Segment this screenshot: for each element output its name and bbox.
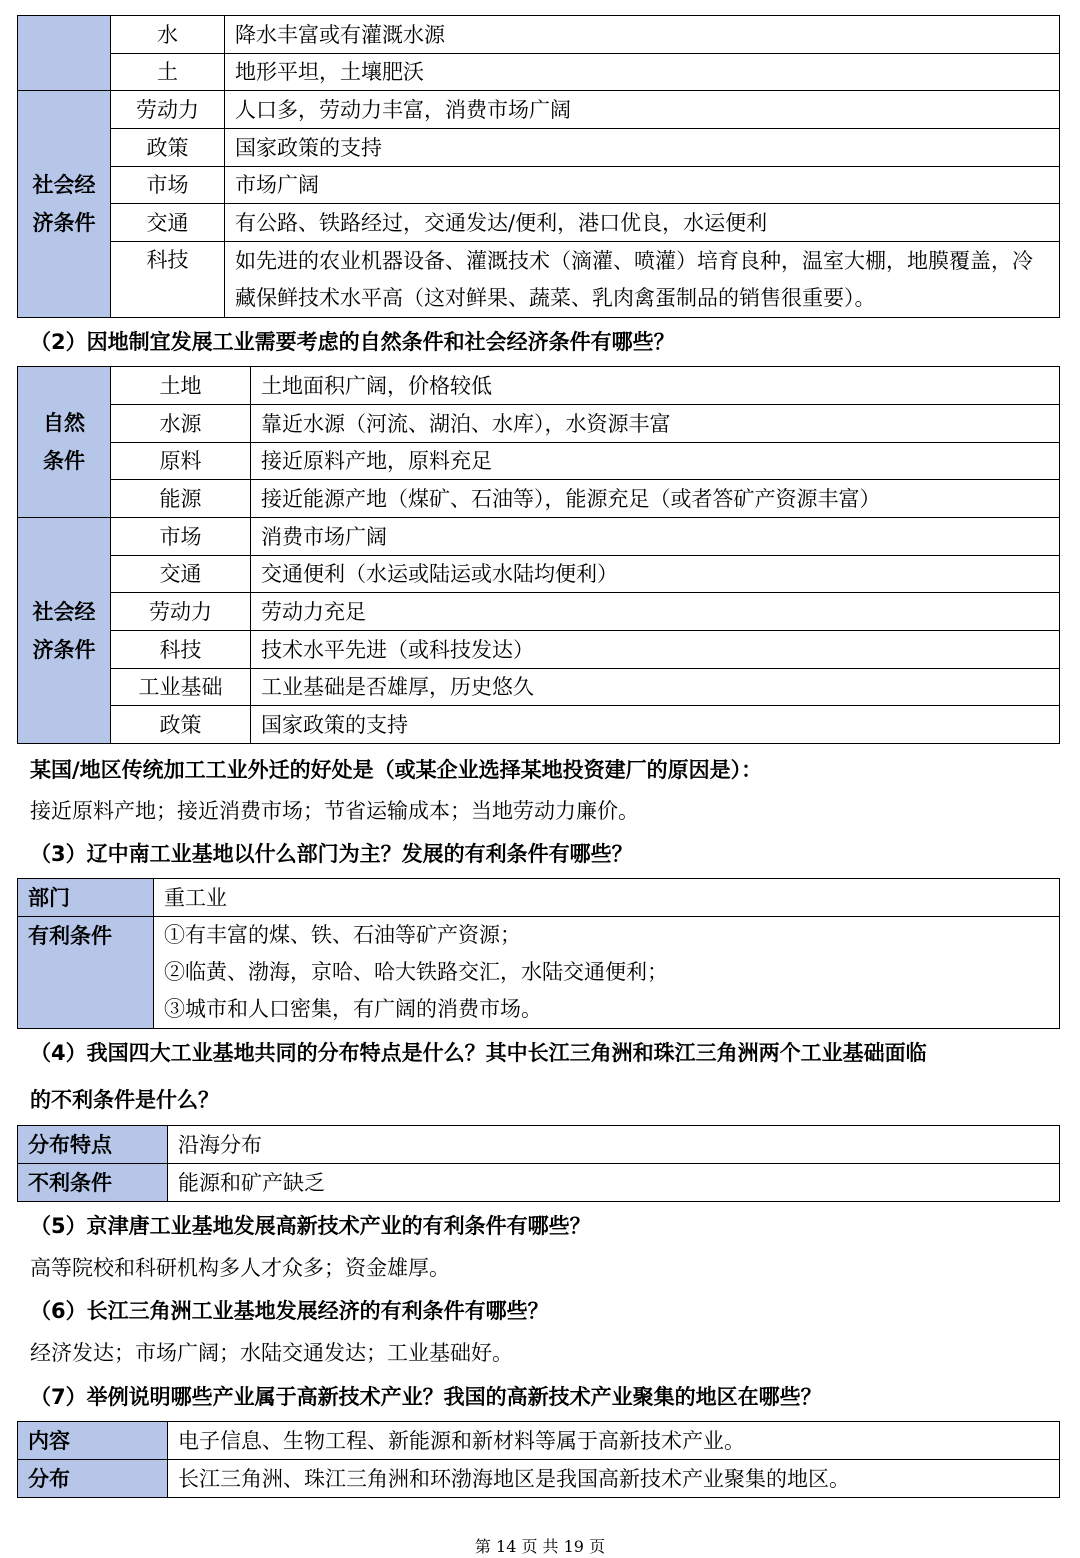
- dept-label-cell: 部门: [18, 879, 154, 917]
- relocation-text: 接近原料产地；接近消费市场；节省运输成本；当地劳动力廉价。: [30, 799, 639, 823]
- question-6-text: 经济发达；市场广阔；水陆交通发达；工业基础好。: [30, 1341, 513, 1365]
- relocation-heading: 某国/地区传统加工工业外迁的好处是（或某企业选择某地投资建厂的原因是）：: [30, 758, 763, 782]
- question-3-heading: （3）辽中南工业基地以什么部门为主？发展的有利条件有哪些？: [30, 842, 633, 866]
- agriculture-conditions-table: [17, 15, 1060, 318]
- desc-cell: 有公路、铁路经过，交通发达/便利，港口优良，水运便利: [225, 204, 1060, 242]
- factor-cell: 工业基础: [111, 669, 251, 706]
- natural-category-cell: [18, 367, 111, 518]
- feature-label-cell: 分布特点: [18, 1126, 168, 1164]
- factor-cell: 土地: [111, 367, 251, 405]
- page-footer: 第 14 页 共 19 页: [474, 1537, 606, 1556]
- desc-cell: 国家政策的支持: [251, 706, 1060, 744]
- category-label: 自然条件: [43, 411, 85, 473]
- social-category-cell: [18, 91, 111, 318]
- desc-cell: 接近原料产地，原料充足: [251, 443, 1060, 480]
- disadvantage-label-cell: 不利条件: [18, 1164, 168, 1202]
- desc-cell: 技术水平先进（或科技发达）: [251, 631, 1060, 669]
- factor-cell: 交通: [111, 556, 251, 593]
- desc-cell: 靠近水源（河流、湖泊、水库），水资源丰富: [251, 405, 1060, 443]
- desc-cell: 降水丰富或有灌溉水源: [225, 16, 1060, 54]
- question-5-heading: （5）京津唐工业基地发展高新技术产业的有利条件有哪些？: [30, 1214, 591, 1238]
- social-category-cell: [18, 518, 111, 744]
- industry-conditions-table: [17, 366, 1060, 744]
- cond-line: ①有丰富的煤、铁、石油等矿产资源；: [164, 923, 521, 947]
- liaozhongnan-table: [17, 878, 1060, 1029]
- cond-line: ②临黄、渤海，京哈、哈大铁路交汇，水陆交通便利；: [164, 960, 668, 984]
- factor-cell: 政策: [111, 706, 251, 744]
- category-label: 社会经济条件: [32, 173, 96, 235]
- distribution-value-cell: 长江三角洲、珠江三角洲和环渤海地区是我国高新技术产业聚集的地区。: [168, 1460, 1060, 1498]
- desc-cell: 如先进的农业机器设备、灌溉技术（滴灌、喷灌）培育良种，温室大棚，地膜覆盖，冷藏保鲜技术水平高（这对鲜果、蔬菜、乳肉禽蛋制品的销售很重要）。: [225, 242, 1060, 318]
- desc-cell: 国家政策的支持: [225, 129, 1060, 167]
- factor-cell: 原料: [111, 443, 251, 480]
- cond-line: ③城市和人口密集，有广阔的消费市场。: [164, 997, 542, 1021]
- factor-cell: 劳动力: [111, 91, 225, 129]
- four-bases-table: [17, 1125, 1060, 1202]
- desc-cell: 市场广阔: [225, 167, 1060, 204]
- disadvantage-value-cell: 能源和矿产缺乏: [168, 1164, 1060, 1202]
- factor-cell: 交通: [111, 204, 225, 242]
- question-6-heading: （6）长江三角洲工业基地发展经济的有利条件有哪些？: [30, 1299, 549, 1323]
- high-tech-table: [17, 1421, 1060, 1498]
- question-4-heading-line1: （4）我国四大工业基地共同的分布特点是什么？其中长江三角洲和珠江三角洲两个工业基础面临: [30, 1041, 927, 1065]
- factor-cell: 能源: [111, 480, 251, 518]
- desc-cell: 接近能源产地（煤矿、石油等），能源充足（或者答矿产资源丰富）: [251, 480, 1060, 518]
- factor-cell: 水: [111, 16, 225, 54]
- factor-cell: 市场: [111, 167, 225, 204]
- factor-cell: 市场: [111, 518, 251, 556]
- desc-cell: 人口多，劳动力丰富，消费市场广阔: [225, 91, 1060, 129]
- factor-cell: 劳动力: [111, 593, 251, 631]
- desc-cell: 工业基础是否雄厚，历史悠久: [251, 669, 1060, 706]
- feature-value-cell: 沿海分布: [168, 1126, 1060, 1164]
- desc-cell: 交通便利（水运或陆运或水陆均便利）: [251, 556, 1060, 593]
- desc-cell: 土地面积广阔，价格较低: [251, 367, 1060, 405]
- cond-value-cell: [154, 917, 1060, 1029]
- dept-value-cell: 重工业: [154, 879, 1060, 917]
- factor-cell: 水源: [111, 405, 251, 443]
- factor-cell: 科技: [111, 631, 251, 669]
- question-5-text: 高等院校和科研机构多人才众多；资金雄厚。: [30, 1256, 450, 1280]
- category-label: 社会经济条件: [32, 599, 96, 662]
- factor-cell: 科技: [111, 242, 225, 318]
- distribution-label-cell: 分布: [18, 1460, 168, 1498]
- content-value-cell: 电子信息、生物工程、新能源和新材料等属于高新技术产业。: [168, 1422, 1060, 1460]
- question-4-heading-line2: 的不利条件是什么？: [30, 1088, 219, 1112]
- natural-category-cell: [18, 16, 111, 91]
- desc-cell: 劳动力充足: [251, 593, 1060, 631]
- question-7-heading: （7）举例说明哪些产业属于高新技术产业？我国的高新技术产业聚集的地区在哪些？: [30, 1385, 822, 1409]
- question-2-heading: （2）因地制宜发展工业需要考虑的自然条件和社会经济条件有哪些？: [30, 330, 675, 354]
- content-label-cell: 内容: [18, 1422, 168, 1460]
- factor-cell: 土: [111, 54, 225, 91]
- desc-cell: 消费市场广阔: [251, 518, 1060, 556]
- cond-label-cell: 有利条件: [18, 917, 154, 1029]
- factor-cell: 政策: [111, 129, 225, 167]
- desc-cell: 地形平坦，土壤肥沃: [225, 54, 1060, 91]
